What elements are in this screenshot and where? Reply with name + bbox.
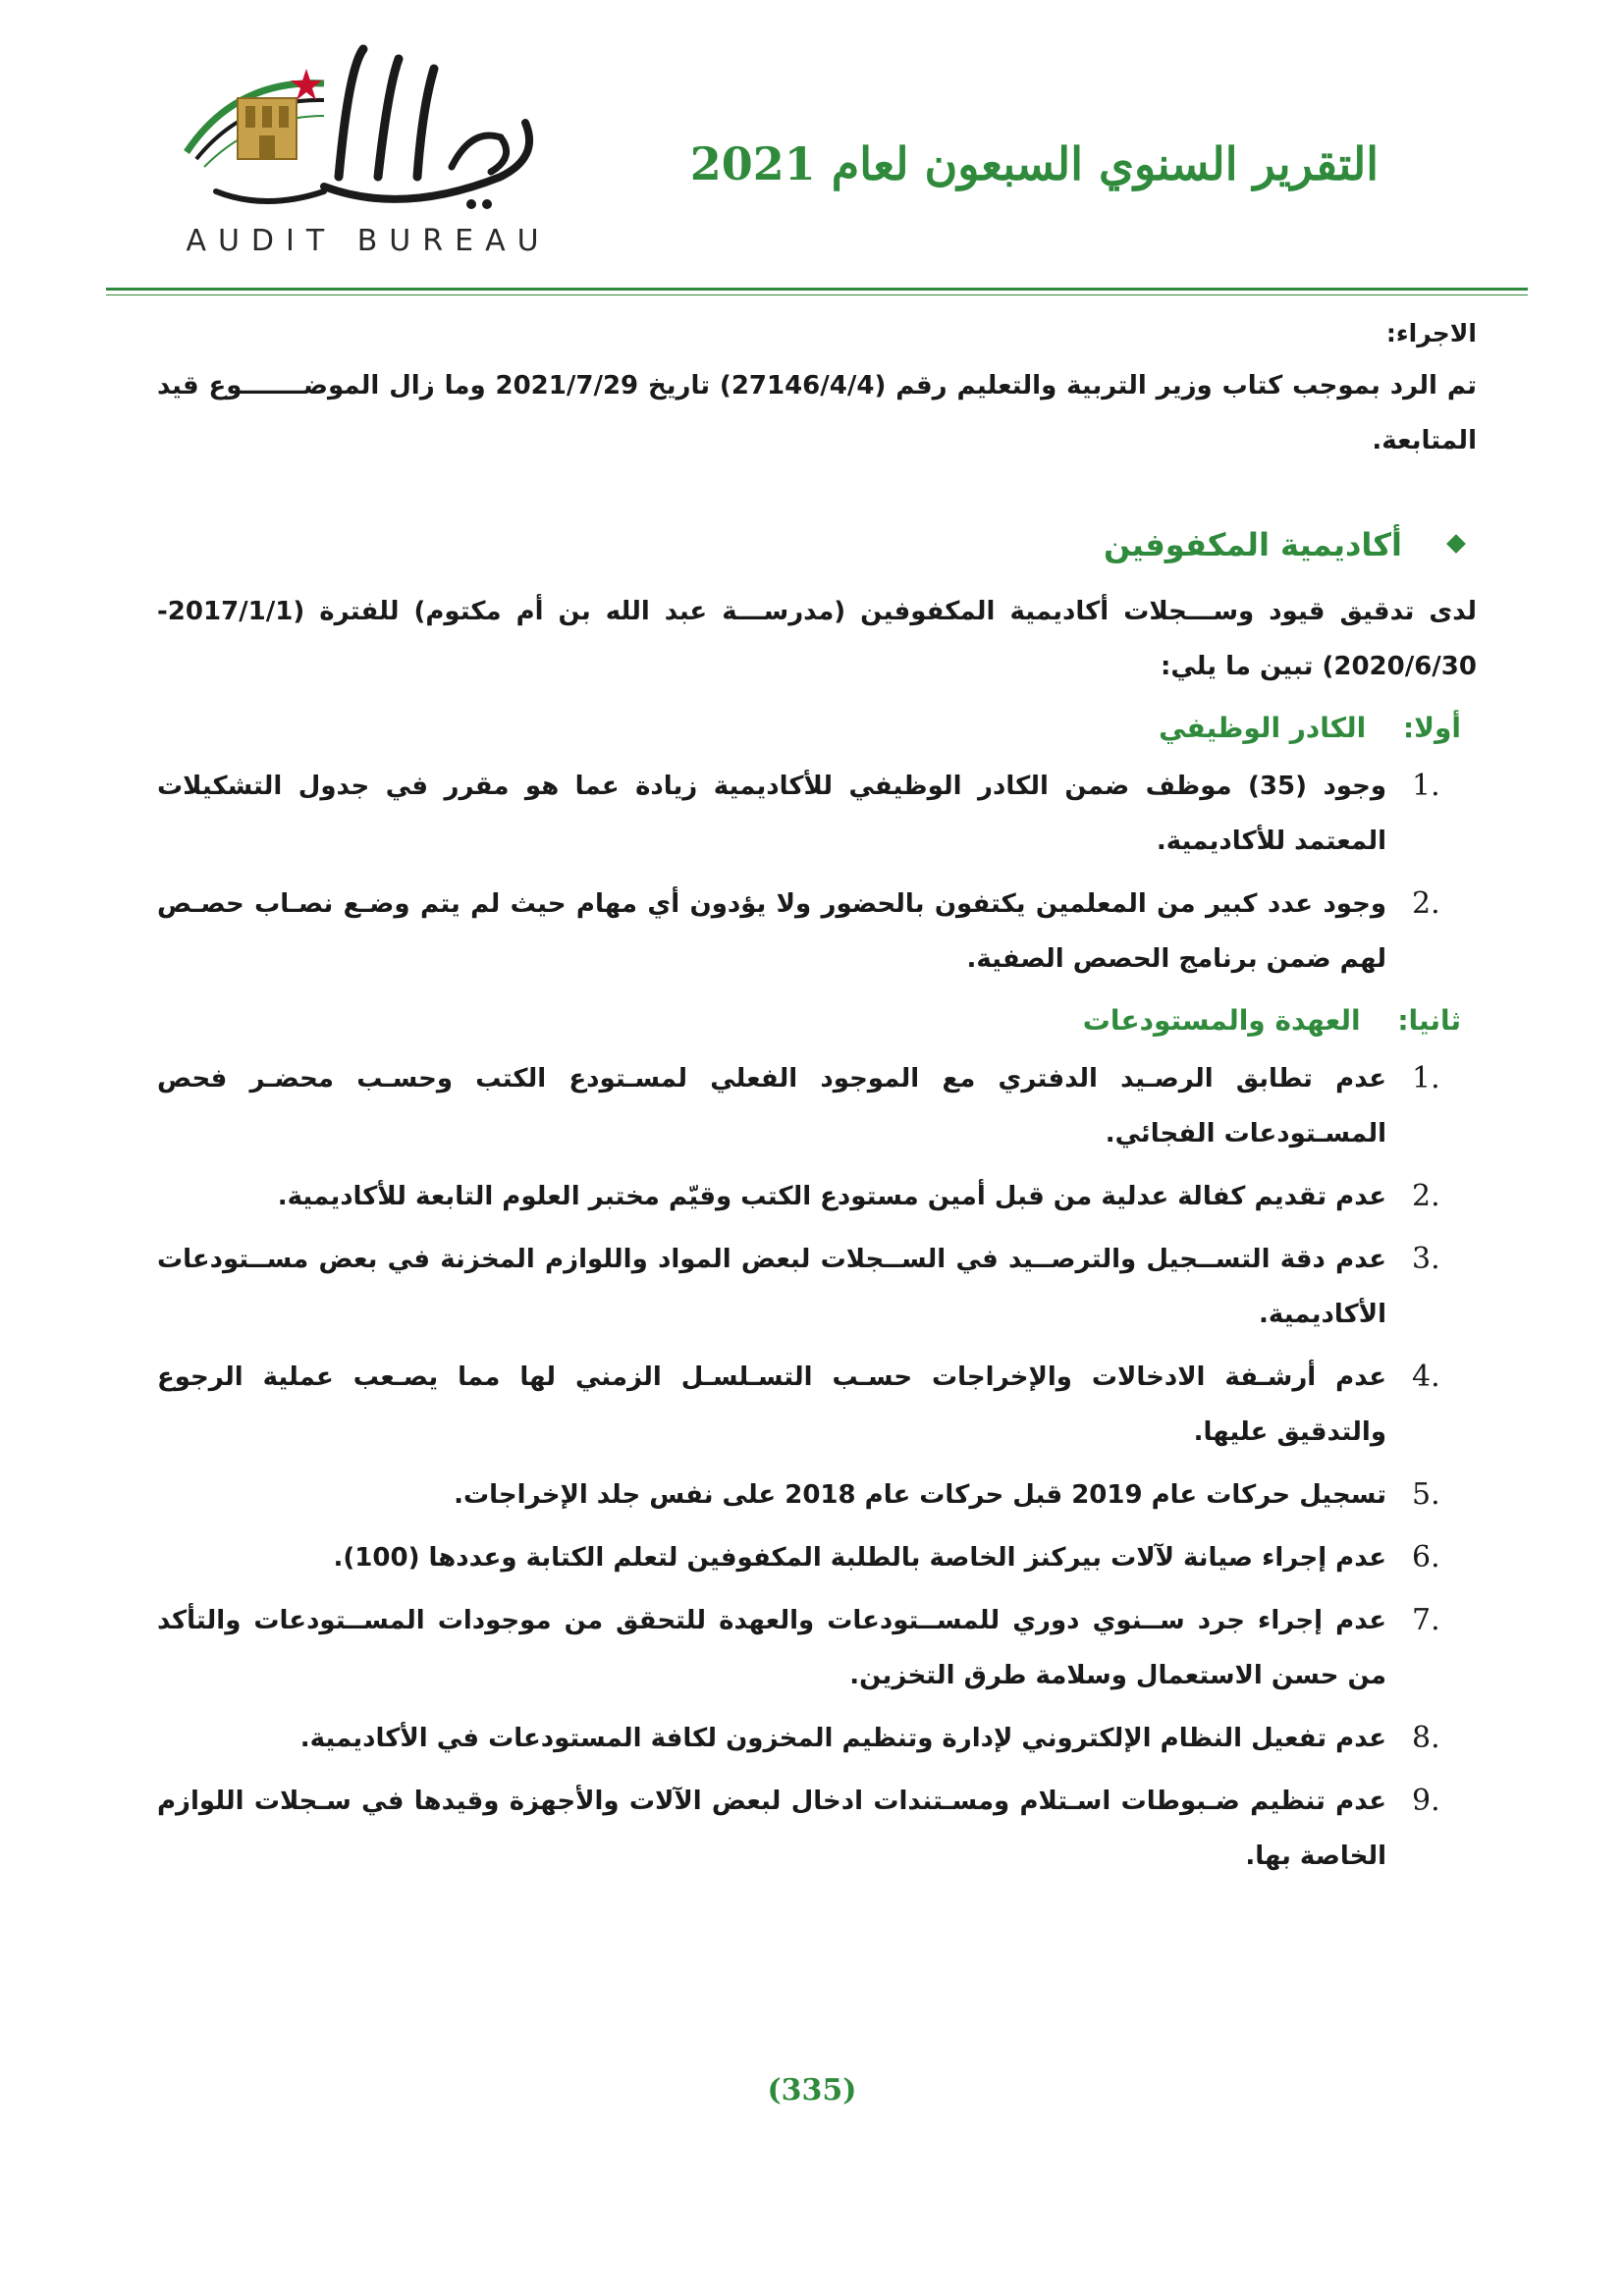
staff-findings-list [157,759,1477,987]
section-intro: لدى تدقيق قيود وســـجلات أكاديمية المكفوفين (مدرســـة عبد الله بن أم مكتوم) للفترة (2017/1/1-2020/6/30) تبين ما يلي: [157,597,1477,681]
list-item-index: 3. [1412,1242,1440,1276]
list-item-index: 2. [1412,1179,1440,1213]
list-item-index: 7. [1412,1603,1440,1637]
subsection-number: أولا: [1402,712,1461,744]
subsection-heading-warehouses [157,996,1477,1045]
list-item-index: 1. [1412,1061,1440,1095]
action-label: الاجراء: [1385,319,1477,347]
logo-latin-text: AUDIT BUREAU [186,224,551,258]
list-item [157,1593,1477,1703]
list-item-text: تسجيل حركات عام 2019 قبل حركات عام 2018 على نفس جلد الإخراجات. [454,1480,1386,1510]
list-item-text: عدم تقديم كفالة عدلية من قبل أمين مستودع الكتب وقيّم مختبر العلوم التابعة للأكاديمية. [277,1182,1386,1211]
page-number: (335) [767,2073,857,2108]
list-item [157,1350,1477,1460]
subsection-title: العهدة والمستودعات [1082,1004,1361,1037]
page-header [0,0,1624,294]
section-heading [157,515,1477,574]
section-title: أكاديمية المكفوفين [1103,526,1402,563]
page-content [157,309,1477,1892]
list-item-text: وجود (35) موظف ضمن الكادر الوظيفي للأكاديمية زيادة عما هو مقرر في جدول التشكيلات المعتمد للأكاديمية. [157,772,1386,856]
list-item-index: 5. [1412,1477,1440,1512]
list-item [157,1051,1477,1161]
list-item-index: 1. [1412,769,1440,803]
list-item [157,1169,1477,1224]
subsection-number: ثانيا: [1397,1004,1461,1037]
header-divider [106,288,1528,291]
logo-emblem-icon [177,29,560,226]
list-item [157,1774,1477,1884]
list-item-index: 9. [1412,1784,1440,1818]
subsection-title: الكادر الوظيفي [1159,712,1367,744]
list-item-text: عدم أرشـفة الادخالات والإخراجات حسـب التسـلسـل الزمني لها مما يصـعب عملية الرجوع والتدقيق عليها. [157,1362,1386,1447]
list-item-index: 6. [1412,1540,1440,1575]
list-item-index: 4. [1412,1360,1440,1394]
list-item-text: وجود عدد كبير من المعلمين يكتفون بالحضور ولا يؤدون أي مهام حيث لم يتم وضـع نصـاب حصـص لهم ضمن برنامج الحصص الصفية. [157,889,1386,974]
list-item [157,1530,1477,1585]
list-item-text: عدم إجراء صيانة لآلات بيركنز الخاصة بالطلبة المكفوفين لتعلم الكتابة وعددها (100). [333,1543,1386,1573]
list-item [157,1711,1477,1766]
subsection-heading-staff [157,704,1477,753]
list-item-index: 8. [1412,1721,1440,1755]
list-item-index: 2. [1412,886,1440,921]
action-text: تم الرد بموجب كتاب وزير التربية والتعليم رقم (27146/4/4) تاريخ 2021/7/29 وما زال الموضـــــــوع قيد المتابعة. [157,371,1478,455]
header-divider-thin [106,294,1528,295]
list-item [157,759,1477,869]
diamond-bullet-icon [1446,534,1466,554]
list-item [157,1232,1477,1342]
list-item-text: عدم إجراء جرد ســنوي دوري للمســتودعات والعهدة للتحقق من موجودات المســتودعات والتأكد من حسن الاستعمال وسلامة طرق التخزين. [157,1606,1386,1690]
list-item [157,1468,1477,1522]
audit-bureau-logo [177,29,560,265]
list-item-text: عدم دقة التســجيل والترصــيد في الســجلات لبعض المواد واللوازم المخزنة في بعض مســتودعات الأكاديمية. [157,1245,1386,1329]
list-item-text: عدم تطابق الرصـيد الدفتري مع الموجود الفعلي لمسـتودع الكتب وحسـب محضـر فحص المسـتودعات الفجائي. [157,1064,1386,1148]
warehouse-findings-list [157,1051,1477,1884]
list-item [157,877,1477,987]
list-item-text: عدم تنظيم ضـبوطات اسـتلام ومسـتندات ادخال لبعض الآلات والأجهزة وقيدها في سـجلات اللوازم الخاصة بها. [157,1787,1386,1871]
list-item-text: عدم تفعيل النظام الإلكتروني لإدارة وتنظيم المخزون لكافة المستودعات في الأكاديمية. [299,1724,1386,1753]
report-title: التقرير السنوي السبعون لعام 2021 [689,137,1379,190]
